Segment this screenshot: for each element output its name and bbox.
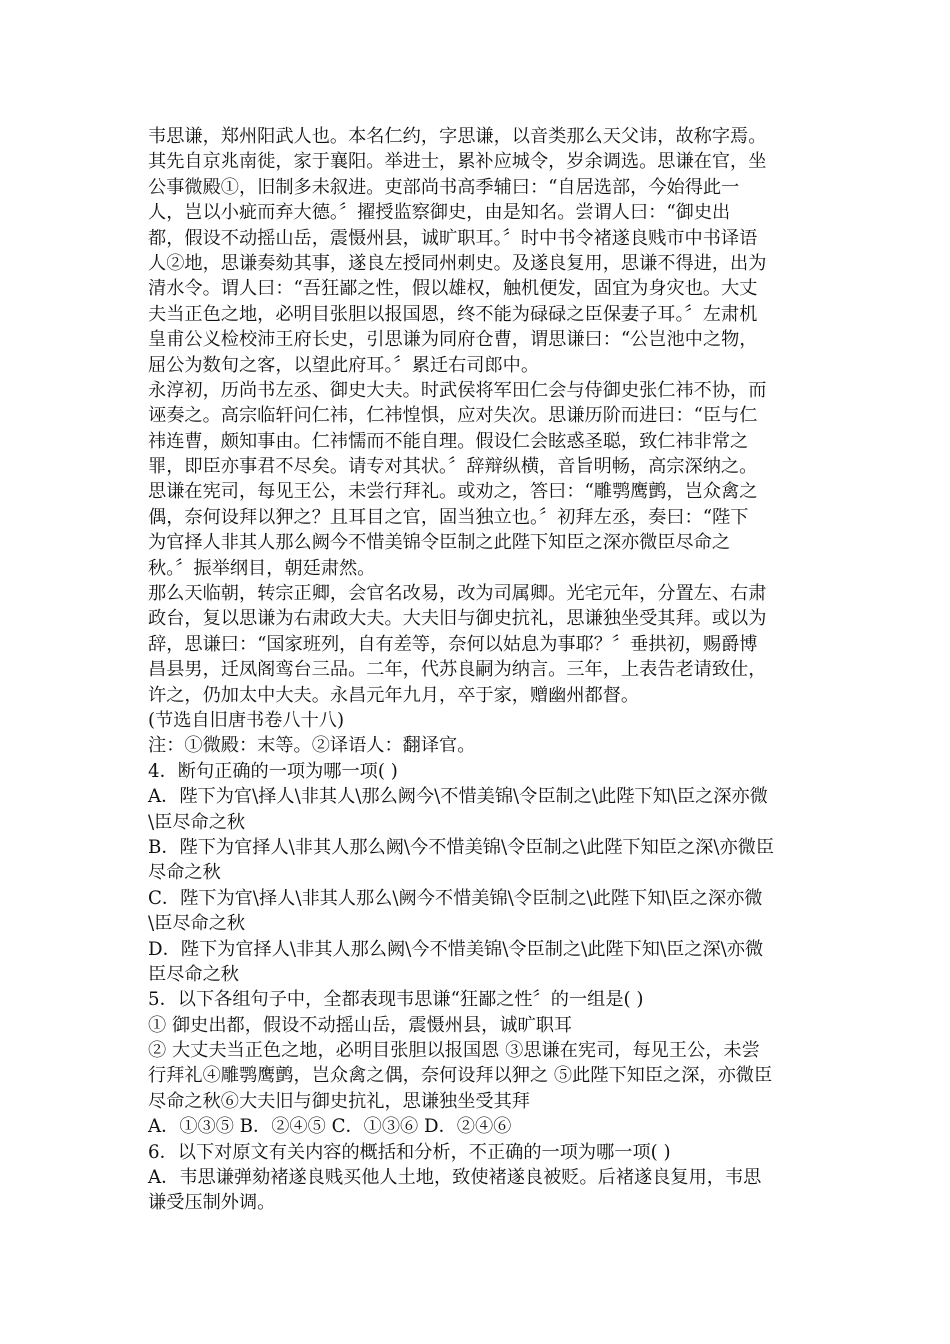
text-line: 为官择人非其人那么阙今不惜美锦令臣制之此陛下知臣之深亦微臣尽命之 (148, 532, 731, 554)
text-line: 思谦在宪司，每见王公，未尝行拜礼。或劝之，答曰：“雕鹗鹰鹯，岂众禽之 (148, 481, 758, 503)
text-line: \臣尽命之秋 (148, 811, 246, 833)
text-line: A．陛下为官\择人\非其人\那么阙今\不惜美锦\令臣制之\此陛下知\臣之深亦微 (148, 786, 768, 808)
text-line: 都，假设不动摇山岳，震慑州县，诚旷职耳。〞时中书令褚遂良贱市中书译语 (148, 227, 758, 249)
text-line: 5．以下各组句子中，全都表现韦思谦“狂鄙之性〞的一组是( ) (148, 989, 644, 1011)
text-line: \臣尽命之秋 (148, 913, 246, 935)
text-line: ① 御史出都，假设不动摇山岳，震慑州县，诚旷职耳 (148, 1014, 573, 1036)
text-line: 4．断句正确的一项为哪一项( ) (148, 760, 398, 782)
text-line: 人，岂以小疵而弃大德。〞擢授监察御史，由是知名。尝谓人曰：“御史出 (148, 202, 731, 224)
text-line: 屈公为数旬之客，以望此府耳。〞累迁右司郎中。 (148, 354, 540, 376)
text-line: 行拜礼④雕鹗鹰鹯，岂众禽之偶，奈何设拜以狎之 ⑤此陛下知臣之深，亦微臣 (148, 1065, 773, 1087)
text-line: C．陛下为官\择人\非其人那么\阙今不惜美锦\令臣制之\此陛下知\臣之深亦微 (148, 887, 763, 909)
text-line: 谦受压制外调。 (148, 1192, 276, 1214)
text-line: 夫当正色之地，必明目张胆以报国恩，终不能为碌碌之臣保妻子耳。〞左肃机 (148, 303, 758, 325)
text-line: D．陛下为官择人\非其人那么阙\今不惜美锦\令臣制之\此陛下知\臣之深\亦微 (148, 938, 764, 960)
text-line: 6．以下对原文有关内容的概括和分析，不正确的一项为哪一项( ) (148, 1141, 671, 1163)
text-line: 臣尽命之秋 (148, 963, 239, 985)
text-line: 其先自京兆南徙，家于襄阳。举进士，累补应城令，岁余调选。思谦在官，坐 (148, 151, 767, 173)
text-line: 政台，复以思谦为右肃政大夫。大夫旧与御史抗礼，思谦独坐受其拜。或以为 (148, 608, 767, 630)
text-line: 诬奏之。高宗临轩问仁祎，仁祎惶惧，应对失次。思谦历阶而进曰：“臣与仁 (148, 405, 758, 427)
text-line: 尽命之秋 (148, 862, 221, 884)
text-line: 偶，奈何设拜以狎之？且耳目之官，固当独立也。〞初拜左丞，奏曰：“陛下 (148, 506, 749, 528)
text-line: 公事微殿①，旧制多未叙进。吏部尚书高季辅曰：“自居选部，今始得此一 (148, 176, 740, 198)
text-line: 罪，即臣亦事君不尽矣。请专对其状。〞辞辩纵横，音旨明畅，高宗深纳之。 (148, 456, 758, 478)
text-line: 那么天临朝，转宗正卿，会官名改易，改为司属卿。光宅元年，分置左、右肃 (148, 583, 767, 605)
text-line: 尽命之秋⑥大夫旧与御史抗礼，思谦独坐受其拜 (148, 1090, 530, 1112)
document-body (148, 124, 810, 1216)
text-line: B．陛下为官择人\非其人那么阙\今不惜美锦\令臣制之\此陛下知臣之深\亦微臣 (148, 836, 775, 858)
text-line: A．韦思谦弹劾褚遂良贱买他人土地，致使褚遂良被贬。后褚遂良复用，韦思 (148, 1167, 762, 1189)
text-line: ② 大丈夫当正色之地，必明目张胆以报国恩 ③思谦在宪司，每见王公，未尝 (148, 1040, 760, 1062)
text-line: 许之，仍加太中大夫。永昌元年九月，卒于家，赠幽州都督。 (148, 684, 640, 706)
text-line: A．①③⑤ B．②④⑤ C．①③⑥ D．②④⑥ (148, 1116, 512, 1138)
text-line: 辞，思谦曰：“国家班列，自有差等，奈何以姑息为事耶？〞垂拱初，赐爵博 (148, 633, 758, 655)
text-line: 清水令。谓人曰：“吾狂鄙之性，假以雄权，触机便发，固宜为身灾也。大丈 (148, 278, 758, 300)
text-line: 注：①微殿：末等。②译语人：翻译官。 (148, 735, 476, 757)
text-line: 祎连曹，颇知事由。仁祎懦而不能自理。假设仁会眩惑圣聪，致仁祎非常之 (148, 430, 749, 452)
text-line: 韦思谦，郑州阳武人也。本名仁约，字思谦，以音类那么天父讳，故称字焉。 (148, 126, 767, 147)
text-line: 皇甫公义检校沛王府长史，引思谦为同府仓曹，谓思谦曰：“公岂池中之物， (148, 329, 758, 351)
text-line: (节选自旧唐书卷八十八) (148, 709, 345, 731)
text-line: 秋。〞振举纲目，朝廷肃然。 (148, 557, 376, 579)
text-line: 人②地，思谦奏劾其事，遂良左授同州刺史。及遂良复用，思谦不得进，出为 (148, 252, 767, 274)
text-line: 昌县男，迁凤阁鸾台三品。二年，代苏良嗣为纳言。三年，上表告老请致仕， (148, 659, 767, 681)
text-line: 永淳初，历尚书左丞、御史大夫。时武侯将军田仁会与侍御史张仁祎不协，而 (148, 379, 767, 401)
